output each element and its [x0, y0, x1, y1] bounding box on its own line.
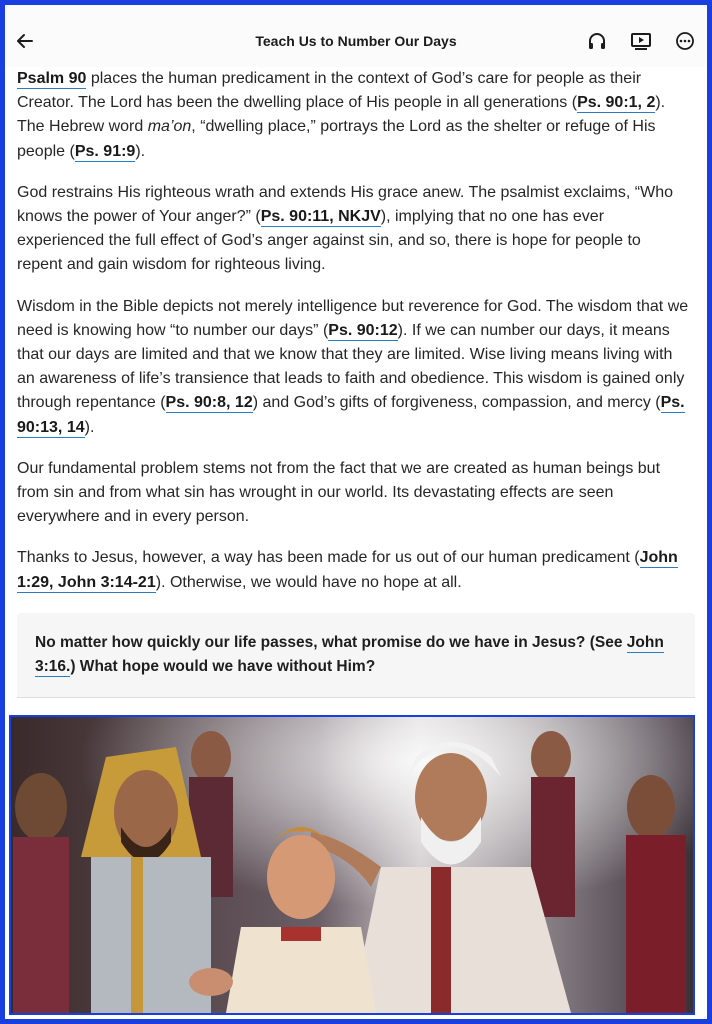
video-button[interactable] [629, 29, 653, 53]
video-icon [630, 31, 652, 51]
top-bar [5, 5, 707, 67]
answer-input[interactable] [17, 697, 695, 705]
article-body [17, 67, 689, 612]
page-title: Teach Us to Number Our Days [255, 33, 457, 49]
paragraph-text: Thanks to Jesus, however, a way has been made for us out of our human predicament ( [17, 549, 640, 567]
paragraph-text: ). [135, 142, 146, 160]
paragraph-text: God restrains His righteous wrath and extends His grace anew. The psalmist exclaims, “Who knows the power of Your anger?” ( [17, 183, 673, 226]
question-part: No matter how quickly our life passes, what promise do we have in Jesus? (See [35, 634, 627, 651]
scripture-link[interactable]: Psalm 90 [17, 70, 87, 87]
toolbar-actions [585, 29, 697, 53]
paragraph-text: places the human predicament in the context of God’s care for people as their Creator. The Lord has been the dwelling place of His people in all generations ( [17, 70, 642, 112]
discussion-question [17, 613, 695, 705]
paragraph-1 [17, 67, 689, 164]
illustration-image [9, 715, 695, 1015]
paragraph-2 [17, 181, 689, 278]
paragraph-3 [17, 295, 689, 440]
paragraph-text: , “dwelling place,” portrays the Lord as the shelter or refuge of His people ( [17, 118, 656, 160]
audio-button[interactable] [585, 29, 609, 53]
scripture-link[interactable]: Ps. 90:12 [328, 321, 398, 339]
paragraph-text: Our fundamental problem stems not from the fact that we are created as human beings but from sin and from what sin has wrought in our world. Its devastating effects are seen everywhere and in every person. [17, 459, 661, 526]
scripture-link[interactable]: John 1:29, John 3:14-21 [17, 549, 678, 591]
scripture-link[interactable]: Ps. 90:1, 2 [577, 94, 656, 112]
hebrew-word: ma’on [147, 118, 192, 136]
paragraph-text: ). If we can number our days, it means that our days are limited and that we know that they are limited. Wise living means living with an awareness of life’s transience that leads to faith and obedience. This wisdom is gained only through repentance ( [17, 321, 685, 412]
scripture-link[interactable]: Ps. 90:13, 14 [17, 394, 685, 436]
paragraph-5 [17, 546, 689, 594]
paragraph-text: Wisdom in the Bible depicts not merely intelligence but reverence for God. The wisdom that we need is knowing how “to number our days” ( [17, 297, 689, 339]
scripture-link[interactable]: Ps. 90:8, 12 [165, 394, 253, 412]
paragraph-text: ) and God’s gifts of forgiveness, compassion, and mercy ( [252, 394, 661, 412]
scripture-link[interactable]: Ps. 90:11, NKJV [260, 208, 381, 226]
more-button[interactable] [673, 29, 697, 53]
illustration-artwork [11, 717, 693, 1013]
scripture-link[interactable]: John 3:16. [35, 634, 664, 675]
app-window [5, 5, 707, 1019]
paragraph-text: ). Otherwise, we would have no hope at all. [155, 573, 462, 591]
scripture-link[interactable]: Ps. 91:9 [74, 142, 136, 160]
paragraph-text: ). [84, 418, 95, 436]
question-text [35, 631, 675, 679]
paragraph-text: ), implying that no one has ever experienced the full effect of God’s anger against sin, and so, there is hope for people to repent and gain wisdom for righteous living. [17, 208, 641, 274]
question-part: ) What hope would we have without Him? [70, 658, 376, 675]
headphones-icon [587, 31, 607, 51]
paragraph-text: ). The Hebrew word [17, 94, 666, 136]
paragraph-4 [17, 457, 689, 530]
more-icon [675, 31, 695, 51]
